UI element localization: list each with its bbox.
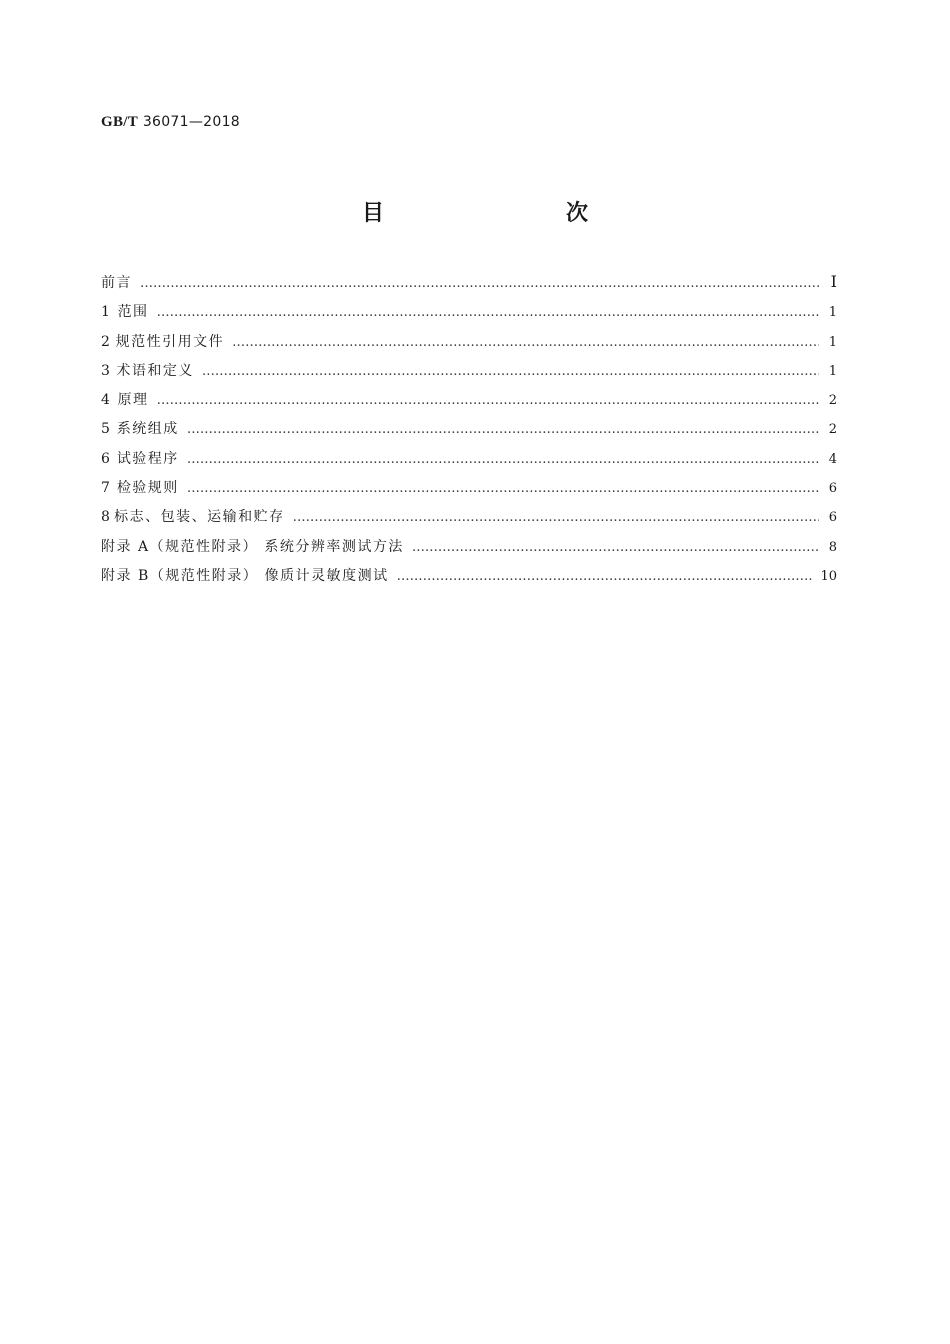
toc-entry-label: 附录 B（规范性附录） [101,567,259,584]
table-of-contents [101,272,837,594]
toc-entry-marking-packaging[interactable] [101,506,837,535]
toc-leader-dots [293,510,819,525]
toc-title: 目 次 [361,201,634,226]
toc-entry-page: 8 [828,539,837,555]
standard-number: 36071—2018 [142,114,240,130]
toc-leader-dots [187,422,819,437]
toc-entry-page: 6 [828,510,837,526]
toc-entry-page: 2 [828,393,837,409]
toc-entry-page: Ⅰ [830,272,837,291]
toc-entry-scope[interactable] [101,301,837,330]
toc-entry-page: 2 [828,422,837,438]
toc-entry-page: 1 [828,363,837,379]
toc-entry-inspection-rules[interactable] [101,477,837,506]
toc-leader-dots [157,305,819,320]
toc-entry-appendix-b[interactable] [101,565,837,594]
toc-entry-test-procedure[interactable] [101,448,837,477]
toc-entry-subtitle: 像质计灵敏度测试 [264,567,389,584]
toc-entry-page: 1 [828,305,837,321]
toc-entry-normative-references[interactable] [101,331,837,360]
toc-entry-label: 试验程序 [116,450,179,467]
toc-entry-terms-definitions[interactable] [101,360,837,389]
standard-code [101,114,240,131]
toc-entry-label: 范围 [117,304,149,321]
toc-entry-label: 规范性引用文件 [115,333,225,350]
toc-entry-number: 2 [101,333,110,350]
toc-entry-system-composition[interactable] [101,418,837,447]
toc-entry-number: 5 [101,421,110,438]
toc-entry-label: 术语和定义 [116,362,194,379]
toc-entry-label: 附录 A（规范性附录） [101,538,259,555]
toc-leader-dots [397,569,813,584]
toc-entry-page: 4 [828,451,837,467]
toc-entry-subtitle: 系统分辨率测试方法 [264,538,404,555]
toc-entry-principle[interactable] [101,389,837,418]
toc-entry-number: 3 [101,362,110,379]
toc-entry-page: 10 [820,568,837,584]
toc-leader-dots [412,540,819,555]
toc-entry-page: 6 [828,481,837,497]
toc-leader-dots [187,481,819,496]
toc-entry-label: 检验规则 [116,480,179,497]
toc-entry-label: 标志、包装、运输和贮存 [114,509,285,526]
toc-entry-label: 原理 [117,392,149,409]
toc-leader-dots [202,364,819,379]
toc-leader-dots [140,276,819,291]
toc-entry-appendix-a[interactable] [101,536,837,565]
toc-entry-number: 8 [101,509,110,526]
toc-entry-label: 系统组成 [116,421,179,438]
toc-leader-dots [232,335,819,350]
toc-leader-dots [187,452,819,467]
toc-entry-label: 前言 [101,275,132,291]
standard-prefix: GB/T [101,114,139,130]
toc-entry-number: 1 [101,304,110,321]
toc-entry-number: 7 [101,480,110,497]
toc-entry-page: 1 [828,334,837,350]
toc-entry-number: 4 [101,392,110,409]
toc-leader-dots [157,393,819,408]
toc-entry-number: 6 [101,450,110,467]
toc-entry-foreword[interactable] [101,272,837,301]
